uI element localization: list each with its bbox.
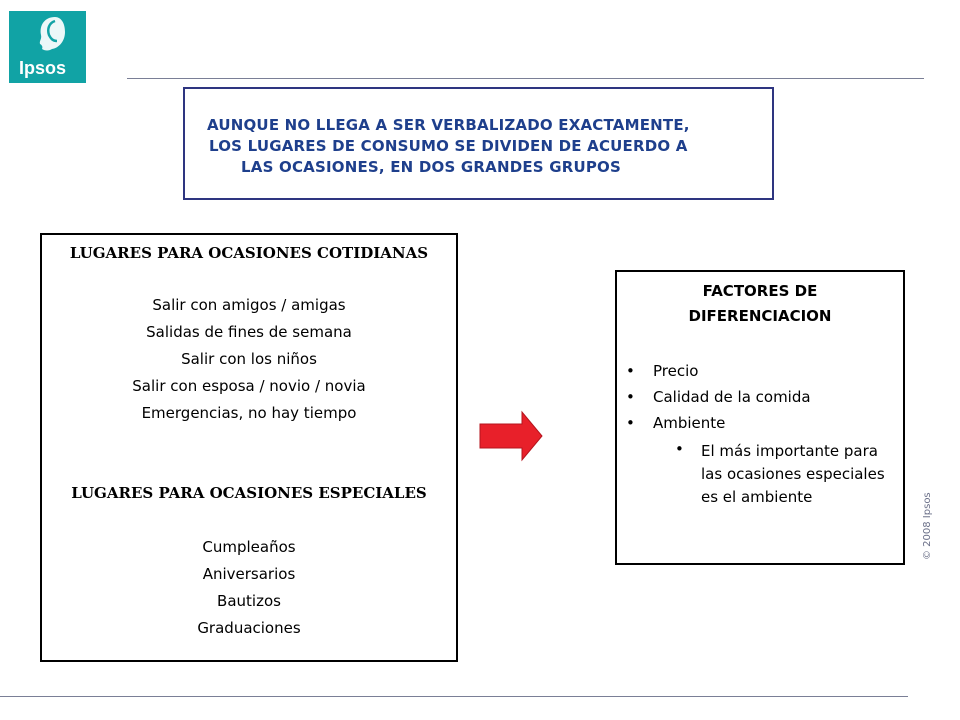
copyright-text: © 2008 Ipsos	[922, 492, 933, 560]
special-item: Graduaciones	[197, 619, 301, 637]
factor-label: Ambiente	[653, 414, 726, 432]
factors-title-line-1: FACTORES DE	[702, 282, 818, 300]
headline-box	[183, 87, 774, 200]
headline-line-3: LAS OCASIONES, EN DOS GRANDES GRUPOS	[241, 158, 622, 176]
bullet-icon: •	[626, 414, 635, 432]
occasions-box	[40, 233, 458, 662]
headline-line-1: AUNQUE NO LLEGA A SER VERBALIZADO EXACTAMENTE,	[207, 116, 690, 134]
factor-sub-label: El más importante para las ocasiones especiales es el ambiente	[701, 442, 885, 506]
footer-divider	[0, 696, 908, 697]
everyday-item: Salir con amigos / amigas	[152, 296, 346, 314]
everyday-item: Salir con esposa / novio / novia	[132, 377, 366, 395]
everyday-item: Salir con los niños	[181, 350, 317, 368]
factors-box	[615, 270, 905, 565]
special-item: Aniversarios	[202, 565, 296, 583]
special-item: Bautizos	[217, 592, 281, 610]
bullet-icon: •	[675, 440, 684, 458]
special-occasions-title: LUGARES PARA OCASIONES ESPECIALES	[71, 484, 427, 502]
ipsos-logo	[9, 11, 86, 83]
factor-label: Precio	[653, 362, 699, 380]
header-divider	[127, 78, 924, 79]
everyday-occasions-title: LUGARES PARA OCASIONES COTIDIANAS	[69, 244, 429, 262]
everyday-item: Emergencias, no hay tiempo	[141, 404, 357, 422]
bullet-icon: •	[626, 362, 635, 380]
everyday-item: Salidas de fines de semana	[146, 323, 352, 341]
special-item: Cumpleaños	[202, 538, 296, 556]
headline-line-2: LOS LUGARES DE CONSUMO SE DIVIDEN DE ACUERDO A	[209, 137, 688, 155]
factor-label: Calidad de la comida	[653, 388, 811, 406]
factors-title-line-2: DIFERENCIACION	[688, 307, 832, 325]
right-arrow-icon	[478, 410, 544, 462]
logo-wordmark: Ipsos	[19, 58, 67, 78]
bullet-icon: •	[626, 388, 635, 406]
